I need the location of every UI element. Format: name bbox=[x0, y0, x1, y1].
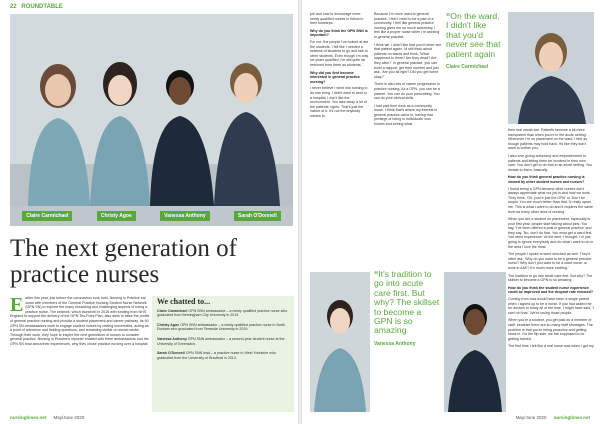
column-1 bbox=[310, 12, 370, 192]
left-footer bbox=[10, 415, 84, 420]
answer-1: For me, the people I've looked at are the students. I felt like I needed a network of students to go and talk to other students. Even though I'm only six years qualified, I'm still quite far removed from them as students. bbox=[310, 39, 369, 67]
caption-4: Sarah O'Donnell bbox=[234, 211, 281, 221]
pull-quote-2-text: It's tradition to go into acute care first. But why? The skillset to become a GPN is so amazing bbox=[374, 269, 440, 336]
question-3: How do you think general practice nursing is viewed by other student nurses and nurses? bbox=[508, 175, 585, 184]
question-1: Why do you think the GPN SNN is important? bbox=[310, 28, 368, 38]
student-photo-illustration bbox=[310, 272, 370, 412]
footer-issue: May/June 2020 bbox=[515, 415, 547, 420]
portrait-illustration bbox=[508, 12, 594, 124]
answer-8: I also love giving autonomy and empowerment to patients and letting them be involved in their own care. You don't get to do that in an acute setting. You dictate to them, basically. bbox=[508, 153, 592, 172]
chatted-name: Christy Agoe bbox=[157, 322, 180, 327]
answer-13: Coming from how would have been a single parent when I signed up to be a nurse. If you had asked me for doctors to study all of the time, I might have said, 'I can't do that.' We're losing those people. bbox=[508, 297, 594, 315]
chatted-entry bbox=[157, 351, 289, 360]
answer-4: I think we, I didn't like that you'd never see that patient again. I'd still think about patients on wards and think, 'What happened to them? Are they dead? Are they alive?' In general practice, you can build a rapport, get their number and just ask, 'Are you all right? Did you get home okay?' bbox=[374, 42, 442, 79]
page-number: 22 bbox=[10, 4, 17, 10]
intro-text bbox=[10, 296, 150, 412]
group-photo-illustration bbox=[10, 14, 293, 226]
col1-intro: job and how to encourage more newly qualified nurses to follow in their footsteps. bbox=[310, 12, 364, 26]
answer-7: their real needs are. Patients become a bit more transparent than when you're in the acute setting. Whenever I'm on placement on the ward, I feel as though patients may hold back. It's like they don't want to bother you. bbox=[508, 128, 587, 151]
page-header bbox=[10, 4, 63, 10]
chatted-role: GPN SNN lead – a practice nurse in West Yorkshire who graduated from the University of Bradford in 2014. bbox=[157, 351, 276, 360]
chatted-entry bbox=[157, 337, 289, 346]
drop-cap: E bbox=[10, 296, 24, 316]
answer-9: I found being a GPN became other nurses don't always appreciate what our job is and how we work. They think, 'Oh, you're just the GPN' or 'Don't be stupid. You are much better than that.' It really upset me. This is what I want to do and it requires the same level as every other area of nursing. bbox=[508, 186, 594, 214]
portrait-photo bbox=[508, 12, 594, 124]
chatted-role: GPN SNN ambassador – a newly qualified practice nurse in North Durham who graduated from Teesside University in 2019. bbox=[157, 322, 286, 332]
answer-3: Because I'm more used to general practice, I feel I need to be a part of a community. I feel like general practice nursing gives me so much autonomy. I feel like a proper nurse when I'm working in general practice. bbox=[374, 12, 440, 39]
answer-11: The people I spoke to were shocked as well. They'd often ask, 'Why do you want to be a general practice nurse? Why don't you want to be a ward nurse, or work in A&E? It's much more exciting.' bbox=[508, 252, 592, 271]
answer-5: There is also lots of career progression in practice nursing. As a GPN, you can be a partner. You can do your prescribing. You can do your clinical skills. bbox=[374, 82, 440, 101]
student-photo-2-illustration bbox=[444, 272, 506, 412]
pull-quote-1-text: On the ward, I didn't like that you'd never see that patient again bbox=[446, 11, 501, 59]
article-title: The next generation of practice nurses bbox=[10, 235, 237, 288]
footer-issue: May/June 2020 bbox=[53, 415, 85, 420]
pull-quote-2 bbox=[374, 270, 440, 349]
chatted-name: Claire Carmichael bbox=[157, 308, 188, 313]
caption-3: Vanessa Anthony bbox=[160, 211, 210, 221]
pull-quote-2-attribution: Vanessa Anthony bbox=[374, 340, 416, 347]
pull-quote-1 bbox=[446, 12, 502, 72]
chatted-entry bbox=[157, 309, 289, 318]
question-2: Why did you first become interested in general practice nursing? bbox=[310, 70, 360, 84]
caption-1: Claire Carmichael bbox=[22, 211, 72, 221]
footer-site: nursingtimes.net bbox=[10, 415, 47, 420]
quote-mark-icon: “ bbox=[446, 11, 451, 21]
answer-14: When you're a student, you get paid as a member of staff, because there are so many staff shortages. The problem is that you're being proactive and getting stuck in. On the flip side, we are supposed to be getting trained. bbox=[508, 318, 593, 341]
photo-caption-bar bbox=[10, 206, 293, 226]
we-chatted-title: We chatted to... bbox=[157, 297, 211, 306]
chatted-role: GPN SNN ambassador – a second-year student nurse at the University of Greenwich. bbox=[157, 336, 285, 346]
right-footer bbox=[516, 415, 590, 420]
quote-mark-icon: “ bbox=[374, 269, 379, 279]
footer-site: nursingtimes.net bbox=[553, 415, 590, 420]
answer-12: The tradition to go into acute care first. But why? The skillset to become a GPN is so amazing. bbox=[508, 273, 593, 283]
we-chatted-box bbox=[152, 296, 294, 412]
student-photo-2 bbox=[444, 272, 506, 412]
chatted-name: Vanessa Anthony bbox=[157, 336, 187, 341]
answer-6: I had part-time work as a community nurse. I think that's where my interest in general practice came in, having that privilege of being in individuals' own homes and seeing what bbox=[374, 103, 438, 127]
chatted-role: GPN SNN ambassador – a newly qualified practice nurse who graduated from Birmingham City University in 2019. bbox=[157, 308, 288, 318]
answer-10: When you are a student on placement, especially in your first year, people start talking about jobs. You say, 'I've been offered a post in general practice' and they say, 'No, don't do that. You must get a ward first. You need experience.' At the time, I thought, I'm just going to ignore everybody and do what I want to do in the area I love the most. bbox=[508, 217, 594, 249]
chatted-name: Sarah O'Donnell bbox=[157, 351, 185, 356]
caption-2: Christy Agoe bbox=[97, 211, 136, 221]
right-page bbox=[302, 0, 600, 424]
section-label: ROUNDTABLE bbox=[21, 4, 63, 10]
question-4: How do you think the student nurse experience could be improved and the dropout rate reduced? bbox=[508, 285, 594, 295]
intro-body: arlier this year, just before the coronavirus took hold, Nursing in Practice sat down with members of the General Practice Nursing Student Nurse Network (GPN SN) to explore the many rewarding and challenging aspects of being a practice nurse. The network, which launched in 2018 with funding from NHS England to support the delivery of the GPN Ten-Point Plan, also aims to raise the profile of general practice nursing and provide a student placement and career pathway. Its 90 GPN SN ambassadors work to engage student nurses by visiting universities, acting as a point of reference and fielding questions, and remaining visible on social media. Through their work, they hope to inspire the next generation of nurses to consider general practice. Nursing in Practice's reporter chatted with three ambassadors and the GPN SN lead about their experiences, why they chose practice nursing over a hospital bbox=[10, 296, 150, 346]
group-photo bbox=[10, 14, 293, 226]
column-3 bbox=[508, 128, 594, 398]
answer-2: I never believe I went into nursing to do one thing. I didn't want to work in a hospital, I don't like the environment. You take away a lot of the patients' rights. That's just the nature of it. It's not the anybody means to. bbox=[310, 86, 368, 118]
chatted-entry bbox=[157, 323, 289, 332]
column-2 bbox=[374, 12, 442, 192]
student-photo bbox=[310, 272, 370, 412]
pull-quote-1-attribution: Claire Carmichael bbox=[446, 64, 489, 71]
left-page bbox=[0, 0, 298, 424]
answer-15: The first time I felt like a real nurse was when I got my bbox=[508, 344, 594, 349]
